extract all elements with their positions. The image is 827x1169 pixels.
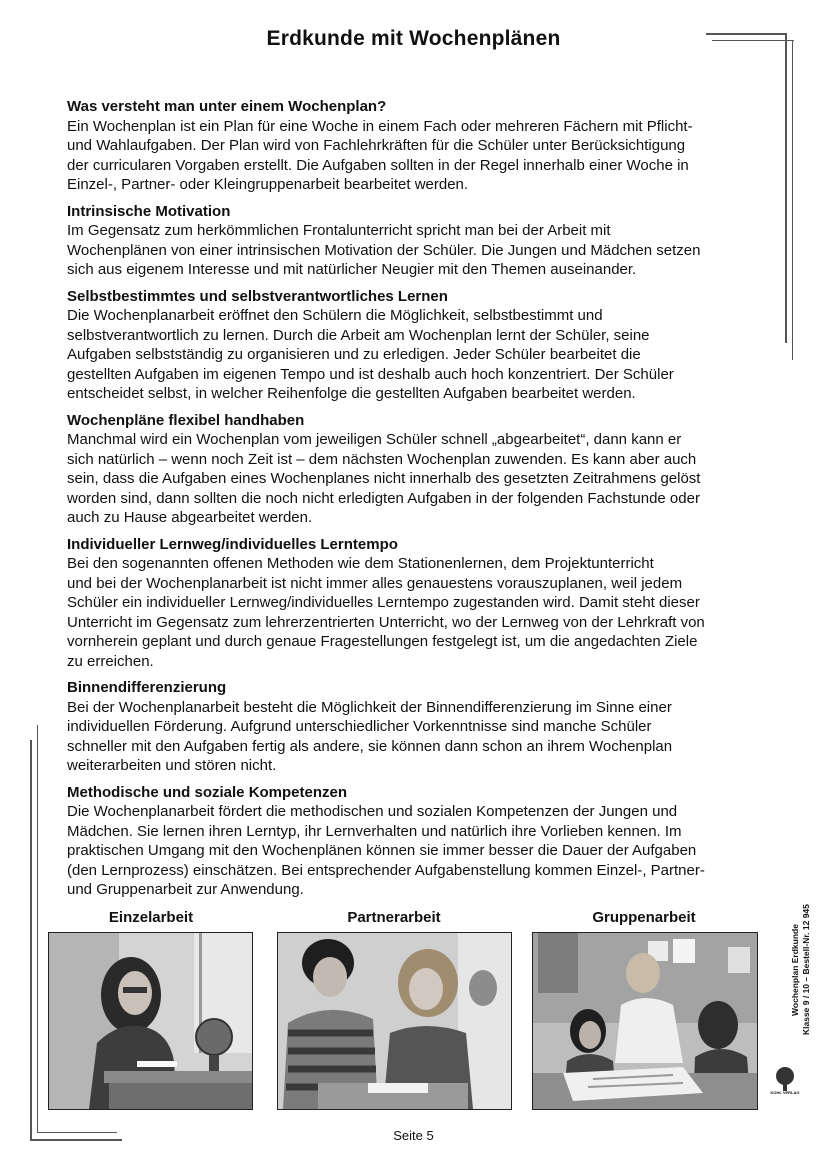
section-body bbox=[67, 221, 757, 280]
section-heading: Methodische und soziale Kompetenzen bbox=[67, 783, 348, 801]
text-line: Aufgaben selbstständig zu organisieren und zu erledigen. Jeder Schüler bearbeitet die bbox=[67, 346, 641, 363]
side-label-order: Klasse 9 / 10 – Bestell-Nr. 12 945 bbox=[801, 904, 811, 1035]
text-line: Einzel-, Partner- oder Kleingruppenarbeit bearbeitet werden. bbox=[67, 176, 469, 193]
photo-caption: Einzelarbeit bbox=[108, 909, 194, 926]
section-lernweg bbox=[67, 535, 757, 672]
section-body bbox=[67, 698, 757, 776]
publisher-name: KOHL VERLAG bbox=[770, 1090, 800, 1095]
section-body bbox=[67, 802, 757, 900]
photo-caption: Partnerarbeit bbox=[347, 909, 441, 926]
page-number: Seite 5 bbox=[393, 1128, 434, 1143]
photo-partnerarbeit bbox=[277, 932, 512, 1110]
section-body bbox=[67, 430, 757, 528]
section-motivation bbox=[67, 202, 757, 280]
text-line: vornherein geplant und durch genaue Fragestellungen festgelegt ist, um die angedachten Ziele bbox=[67, 633, 698, 650]
text-line: entscheidet selbst, in welcher Reihenfolge die gestellten Aufgaben bearbeitet werden. bbox=[67, 385, 636, 402]
photo-einzelarbeit bbox=[48, 932, 253, 1110]
section-binnendifferenzierung bbox=[67, 678, 757, 776]
text-line: sich natürlich – wenn noch Zeit ist – dem nächsten Wochenplan zuwenden. Es kann aber auch bbox=[67, 450, 697, 468]
text-line: Bei den sogenannten offenen Methoden wie dem Stationenlernen, dem Projektunterricht bbox=[67, 555, 654, 572]
page-title: Erdkunde mit Wochenplänen bbox=[266, 27, 561, 50]
text-line: (den Lernprozess) einschätzen. Bei entsprechender Aufgabenstellung kommen Einzel-, Partner- bbox=[67, 861, 705, 879]
text-line: und bei der Wochenplanarbeit ist nicht immer alles genauestens vorauszuplanen, weil jedem bbox=[67, 574, 683, 592]
text-line: gestellten Aufgaben im eigenen Tempo und ist deshalb auch hoch konzentriert. Der Schüler bbox=[67, 365, 674, 383]
section-body bbox=[67, 554, 757, 671]
section-heading: Was versteht man unter einem Wochenplan? bbox=[67, 98, 387, 115]
text-line: Die Wochenplanarbeit fördert die methodischen und sozialen Kompetenzen der Jungen und bbox=[67, 803, 678, 820]
photo-caption: Gruppenarbeit bbox=[592, 909, 696, 926]
publisher-logo bbox=[770, 1065, 800, 1095]
text-line: sein, dass die Aufgaben eines Wochenplanes nicht innerhalb des gesetzten Zeitrahmens gelöst bbox=[67, 470, 701, 487]
text-line: auch zu Hause abgearbeitet werden. bbox=[67, 509, 313, 526]
main-content bbox=[67, 97, 757, 907]
text-line: und Wahlaufgaben. Der Plan wird von Fachlehrkräften für die Schüler unter Berücksichtigung bbox=[67, 137, 686, 154]
text-line: Manchmal wird ein Wochenplan vom jeweiligen Schüler schnell „abgearbeitet“, dann kann er bbox=[67, 431, 682, 448]
text-line: Schüler ein individueller Lernweg/individuelles Lerntempo zugestanden wird. Damit steht dieser bbox=[67, 594, 700, 611]
photo-gruppenarbeit-image bbox=[533, 933, 757, 1109]
section-heading: Intrinsische Motivation bbox=[67, 202, 231, 220]
frame-line-right-inner bbox=[792, 40, 793, 360]
text-line: worden sind, dann sollten die noch nicht erledigten Aufgaben in der folgenden Fachstunde oder bbox=[67, 489, 700, 507]
section-heading: Binnendifferenzierung bbox=[67, 679, 227, 696]
photo-gruppenarbeit bbox=[532, 932, 758, 1110]
section-kompetenzen bbox=[67, 783, 757, 900]
section-heading: Selbstbestimmtes und selbstverantwortliches Lernen bbox=[67, 287, 448, 305]
text-line: und Gruppenarbeit zur Anwendung. bbox=[67, 881, 304, 898]
text-line: individuellen Förderung. Aufgrund unterschiedlicher Vorkenntnisse sind manche Schüler bbox=[67, 718, 652, 735]
section-heading: Individueller Lernweg/individuelles Lerntempo bbox=[67, 535, 398, 553]
photo-partnerarbeit-image bbox=[278, 933, 511, 1109]
text-line: weiterarbeiten und stören nicht. bbox=[67, 757, 277, 774]
text-line: der curricularen Vorgaben erstellt. Die Aufgaben sollten in der Regel innerhalb einer Woche in bbox=[67, 156, 689, 174]
text-line: Unterricht im Gegensatz zum lehrerzentrierten Unterricht, wo der Lernweg von der Lehrkraft von bbox=[67, 613, 705, 631]
text-line: Die Wochenplanarbeit eröffnet den Schülern die Möglichkeit, selbstbestimmt und bbox=[67, 307, 603, 324]
text-line: Ein Wochenplan ist ein Plan für eine Woche in einem Fach oder mehreren Fächern mit Pflicht- bbox=[67, 117, 693, 135]
section-body bbox=[67, 306, 757, 404]
text-line: praktischen Umgang mit den Wochenplänen können sie immer besser die Dauer der Aufgaben bbox=[67, 842, 697, 859]
photo-block-einzelarbeit bbox=[48, 908, 254, 932]
section-body bbox=[67, 117, 757, 195]
text-line: Wochenplänen von einer intrinsischen Motivation der Schüler. Die Jungen und Mädchen setzen bbox=[67, 241, 701, 259]
photo-block-partnerarbeit bbox=[276, 908, 512, 932]
photo-block-gruppenarbeit bbox=[530, 908, 758, 932]
frame-line-left-inner bbox=[37, 725, 38, 1133]
frame-line-left-outer bbox=[30, 740, 32, 1140]
text-line: sich aus eigenem Interesse und mit natürlicher Neugier mit den Themen auseinander. bbox=[67, 261, 637, 278]
side-label bbox=[790, 905, 822, 1035]
side-label-title: Wochenplan Erdkunde bbox=[790, 924, 800, 1016]
frame-line-right-outer bbox=[785, 33, 787, 343]
text-line: Mädchen. Sie lernen ihren Lerntyp, ihr Lernverhalten und natürlich ihre Vorlieben kennen. Im bbox=[67, 822, 682, 840]
photo-einzelarbeit-image bbox=[49, 933, 252, 1109]
section-heading: Wochenpläne flexibel handhaben bbox=[67, 411, 305, 429]
text-line: Im Gegensatz zum herkömmlichen Frontalunterricht spricht man bei der Arbeit mit bbox=[67, 222, 611, 239]
section-selbstbestimmt bbox=[67, 287, 757, 404]
photo-row bbox=[48, 908, 758, 1113]
text-line: schneller mit den Aufgaben fertig als andere, sie können dann schon an ihrem Wochenplan bbox=[67, 737, 673, 755]
section-wochenplan bbox=[67, 97, 757, 195]
tree-icon bbox=[770, 1065, 800, 1095]
section-flexibel bbox=[67, 411, 757, 528]
text-line: selbstverantwortlich zu lernen. Durch die Arbeit am Wochenplan lernt der Schüler, seine bbox=[67, 326, 650, 344]
text-line: Bei der Wochenplanarbeit besteht die Möglichkeit der Binnendifferenzierung im Sinne einer bbox=[67, 698, 672, 716]
text-line: zu erreichen. bbox=[67, 652, 154, 670]
